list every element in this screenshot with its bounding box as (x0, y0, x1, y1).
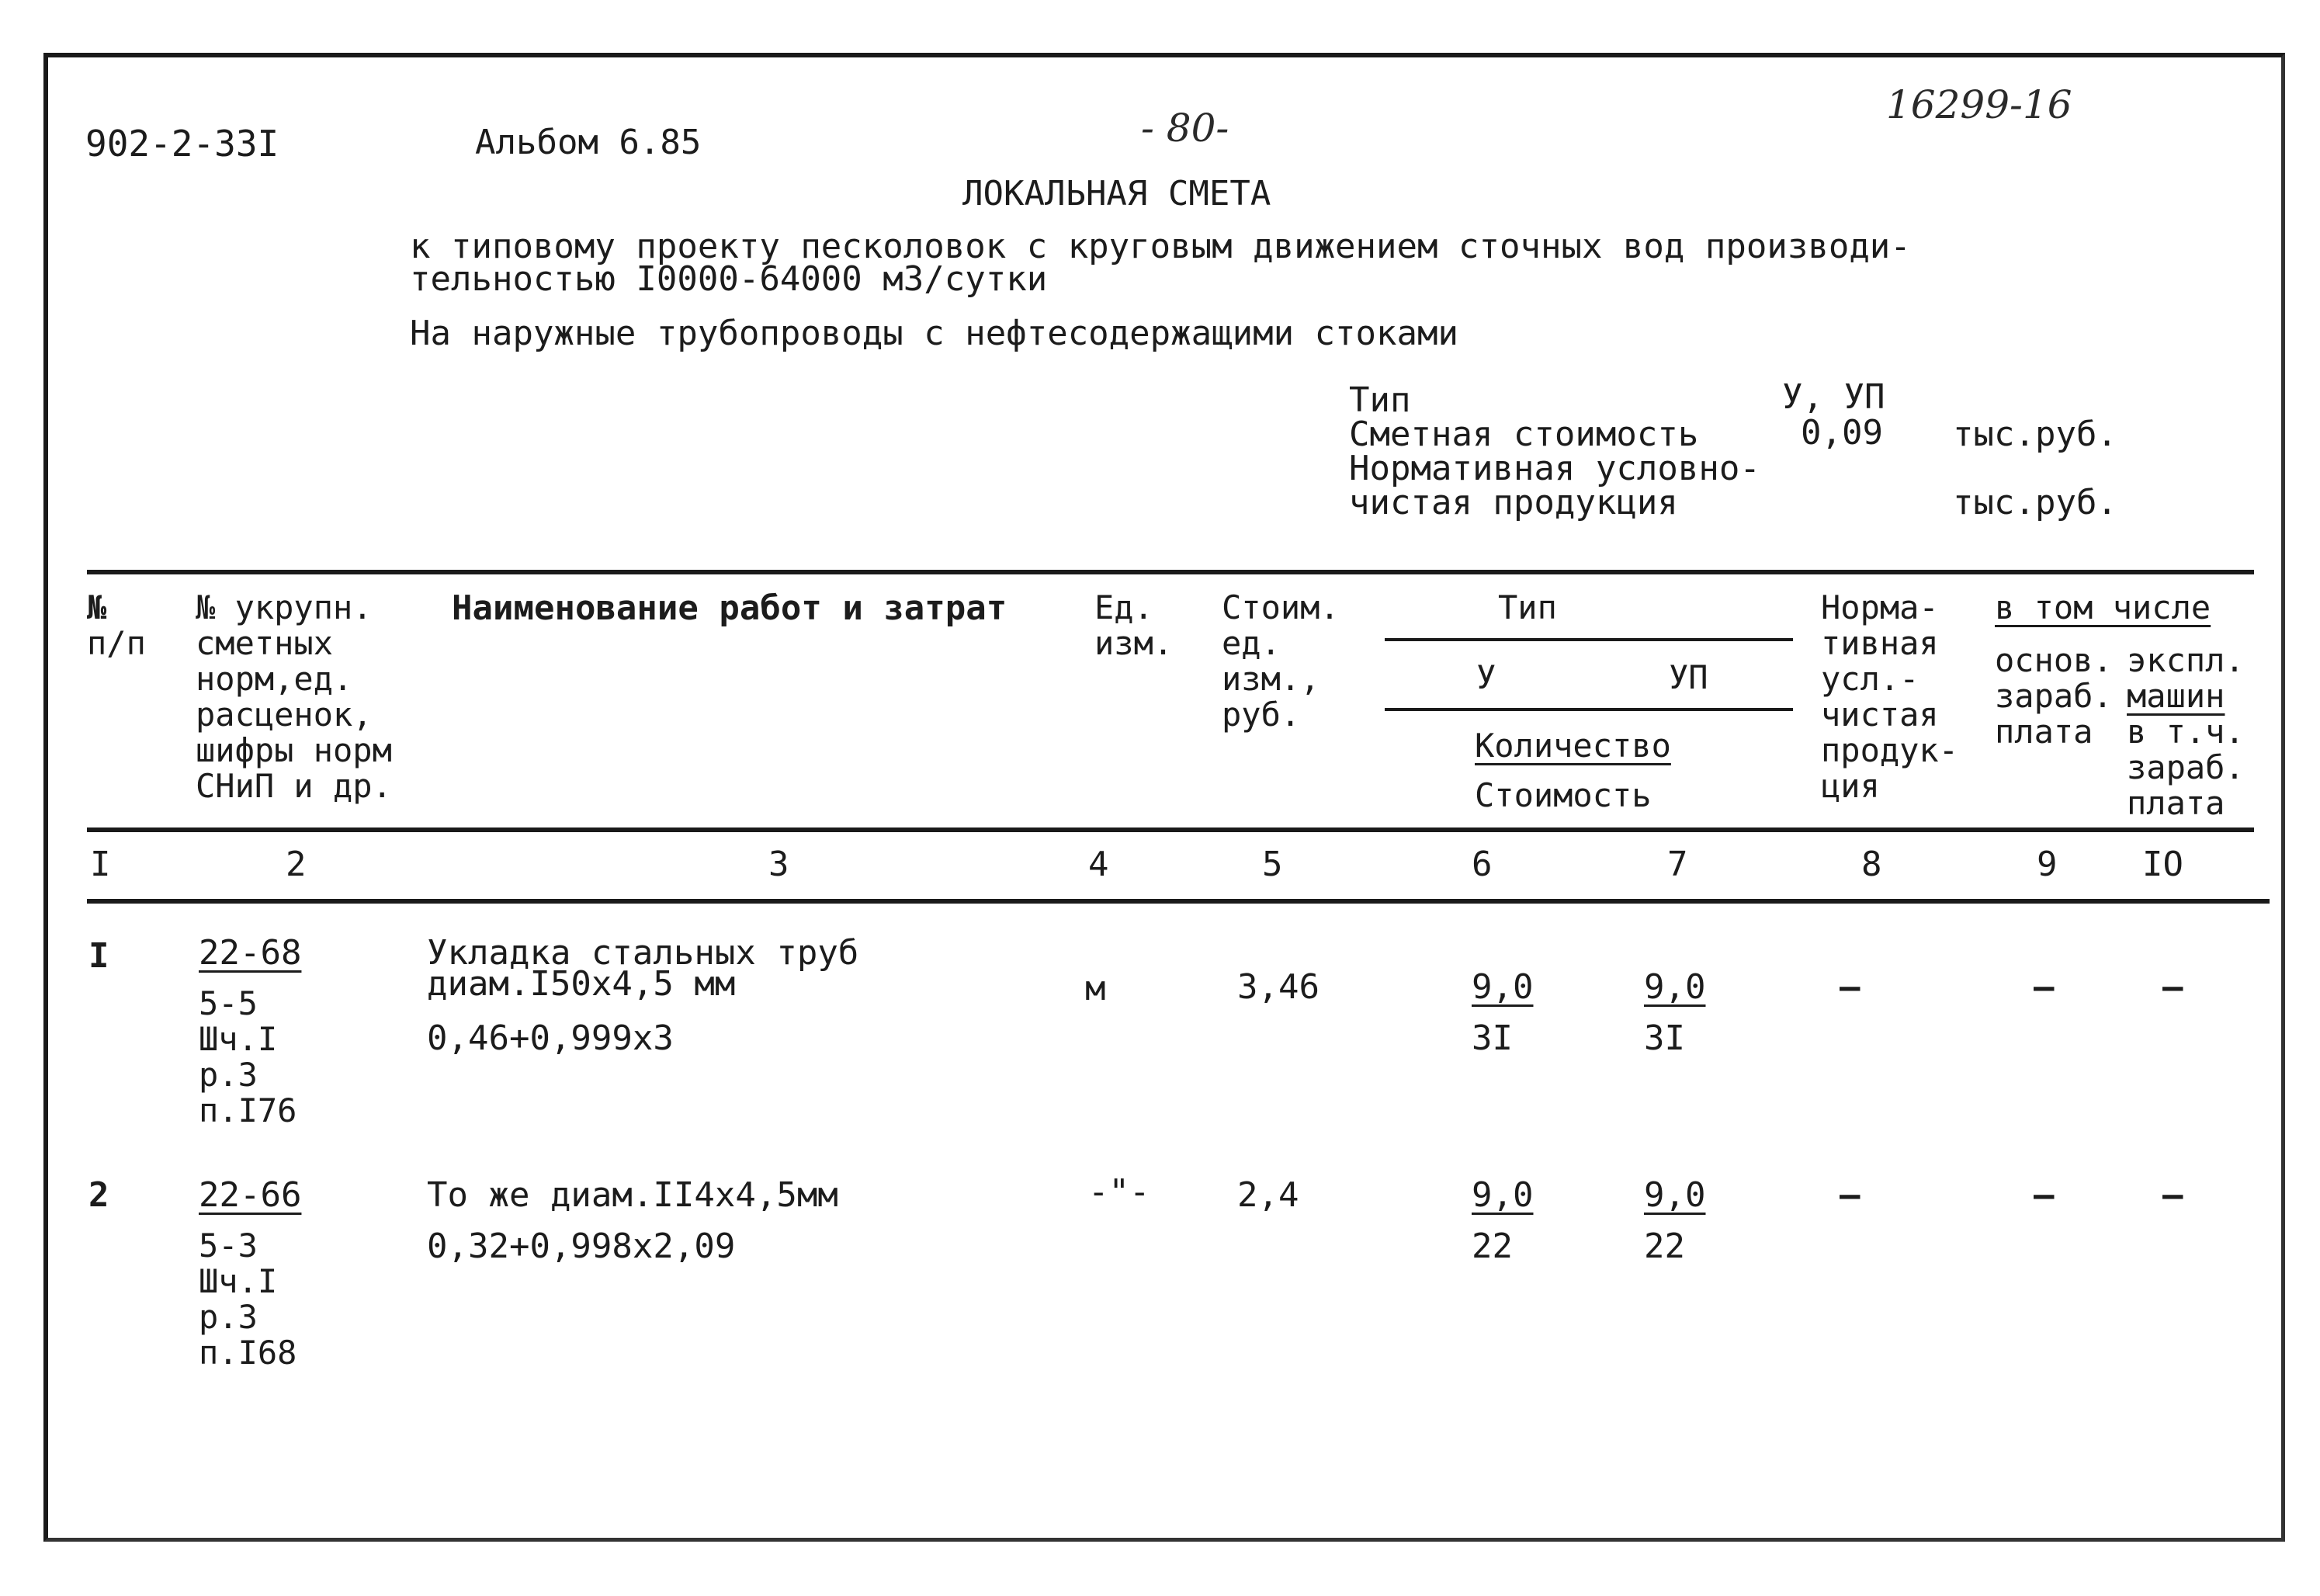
row-unit: м (1085, 969, 1106, 1008)
row-code-details (199, 1226, 297, 1372)
row-norm-product: – (1840, 967, 1861, 1007)
column-number: 4 (1088, 845, 1109, 884)
row-name-cont: диам.I50х4,5 мм (427, 964, 736, 1004)
header-col-wage-line: основ. (1995, 641, 2113, 679)
row-code-detail: р.3 (199, 1056, 258, 1094)
column-numbers-rule (87, 899, 2270, 904)
row-code-detail: р.3 (199, 1298, 258, 1336)
row-u-cost: 3I (1472, 1018, 1513, 1058)
table-top-rule (87, 570, 2254, 574)
header-col-norm-line: чистая (1821, 696, 1939, 734)
album-label: Альбом 6.85 (475, 123, 702, 162)
header-col-unit-cost-line: ед. (1222, 624, 1281, 662)
header-col-machines-line: машин (2127, 677, 2225, 715)
column-number: 9 (2037, 845, 2058, 884)
header-col-machines-line: зараб. (2127, 748, 2245, 786)
header-col-norm-line: продук- (1821, 731, 1959, 769)
header-col-unit-cost-line: Стоим. (1222, 588, 1340, 626)
header-type-group: Тип (1498, 588, 1557, 626)
header-col-norm (1821, 588, 1959, 806)
row-formula: 0,46+0,999х3 (427, 1018, 674, 1058)
row-code-details (199, 984, 297, 1130)
row-code-detail: Шч.I (199, 1020, 278, 1058)
row-base-wage: – (2034, 967, 2055, 1007)
header-col-unit-cost (1222, 588, 1340, 734)
subject-line: На наружные трубопроводы с нефтесодержащими стоками (410, 314, 1459, 353)
column-number: I (90, 845, 111, 884)
header-col-unit (1094, 588, 1174, 663)
document-title: ЛОКАЛЬНАЯ СМЕТА (962, 174, 1271, 213)
header-col-norm-line: Норма- (1821, 588, 1939, 626)
row-number: I (88, 936, 109, 976)
row-unit: -"- (1088, 1172, 1150, 1212)
inventory-number: 16299-16 (1886, 82, 2072, 127)
header-col-norm-line: усл.- (1821, 660, 1919, 698)
header-quantity: Количество (1475, 727, 1671, 765)
summary-norm-unit: тыс.руб. (1953, 483, 2117, 522)
header-including-group: в том числе (1995, 588, 2211, 626)
header-col-u: У (1476, 658, 1496, 696)
row-up-quantity: 9,0 (1644, 1175, 1706, 1215)
summary-cost-label: Сметная стоимость (1349, 415, 1699, 454)
row-formula: 0,32+0,998х2,09 (427, 1226, 736, 1266)
header-col-code-line: шифры норм (196, 731, 392, 769)
header-col-code-line: расценок, (196, 696, 373, 734)
header-col-machines-line: плата (2127, 784, 2225, 822)
row-name: Укладка стальных труб (427, 933, 859, 973)
header-col-norm-line: тивная (1821, 624, 1939, 662)
subtitle-line-2: тельностью I0000-64000 м3/сутки (410, 259, 1048, 299)
column-number: 3 (768, 845, 789, 884)
header-col-machines-line: экспл. (2127, 641, 2245, 679)
row-code-detail: 5-3 (199, 1226, 258, 1265)
row-number: 2 (88, 1175, 109, 1215)
row-code-detail: Шч.I (199, 1262, 278, 1300)
header-col-no-line: п/п (87, 624, 146, 662)
header-col-name: Наименование работ и затрат (452, 588, 1007, 628)
summary-type-label: Тип (1349, 380, 1411, 420)
row-unit-cost: 2,4 (1237, 1175, 1299, 1215)
row-up-cost: 3I (1644, 1018, 1685, 1058)
column-number: 8 (1861, 845, 1882, 884)
row-code-detail: 5-5 (199, 984, 258, 1022)
header-col-unit-line: Ед. (1094, 588, 1153, 626)
summary-cost-unit: тыс.руб. (1953, 415, 2117, 454)
header-col-code-line: СНиП и др. (196, 767, 392, 805)
header-col-unit-cost-line: руб. (1222, 696, 1301, 734)
summary-type-value: У, УП (1782, 377, 1885, 417)
header-col-code-line: сметных (196, 624, 334, 662)
header-col-machines-line: в т.ч. (2127, 713, 2245, 751)
summary-norm-label-1: Нормативная условно- (1349, 449, 1760, 488)
row-code-detail: п.I68 (199, 1334, 297, 1372)
row-up-cost: 22 (1644, 1226, 1685, 1266)
column-number: 6 (1472, 845, 1493, 884)
row-name: То же диам.II4х4,5мм (427, 1175, 838, 1215)
header-col-machines (2127, 641, 2245, 823)
header-col-code-line: норм,ед. (196, 660, 353, 698)
row-machine-cost: – (2162, 967, 2183, 1007)
quantity-group-rule (1385, 708, 1793, 711)
row-u-quantity: 9,0 (1472, 1175, 1534, 1215)
header-col-unit-cost-line: изм., (1222, 660, 1320, 698)
row-u-cost: 22 (1472, 1226, 1513, 1266)
column-number: IO (2142, 845, 2183, 884)
column-number: 2 (286, 845, 307, 884)
doc-code: 902-2-33I (85, 123, 279, 165)
header-col-no (87, 588, 146, 663)
header-col-code (196, 588, 392, 806)
header-col-unit-line: изм. (1094, 624, 1174, 662)
row-code-detail: п.I76 (199, 1091, 297, 1129)
header-col-wage (1995, 641, 2113, 751)
row-machine-cost: – (2162, 1175, 2183, 1215)
row-up-quantity: 9,0 (1644, 967, 1706, 1007)
type-group-rule (1385, 638, 1793, 641)
summary-cost-value: 0,09 (1801, 413, 1883, 453)
header-col-norm-line: ция (1821, 767, 1880, 805)
row-base-wage: – (2034, 1175, 2055, 1215)
page-number: - 80- (1141, 106, 1229, 151)
header-col-code-line: № укрупн. (196, 588, 373, 626)
column-number: 5 (1262, 845, 1283, 884)
row-u-quantity: 9,0 (1472, 967, 1534, 1007)
header-col-wage-line: зараб. (1995, 677, 2113, 715)
header-bottom-rule (87, 827, 2254, 832)
subtitle-line-1: к типовому проекту песколовок с круговым движением сточных вод производи- (410, 227, 1911, 266)
header-col-up: УП (1669, 658, 1708, 696)
header-col-wage-line: плата (1995, 713, 2093, 751)
header-col-no-line: № (87, 588, 107, 626)
row-code-main: 22-66 (199, 1175, 302, 1215)
row-norm-product: – (1840, 1175, 1861, 1215)
row-code-main: 22-68 (199, 933, 302, 973)
column-number: 7 (1667, 845, 1688, 884)
row-unit-cost: 3,46 (1237, 967, 1320, 1007)
header-cost: Стоимость (1475, 776, 1652, 814)
summary-norm-label-2: чистая продукция (1349, 483, 1678, 522)
